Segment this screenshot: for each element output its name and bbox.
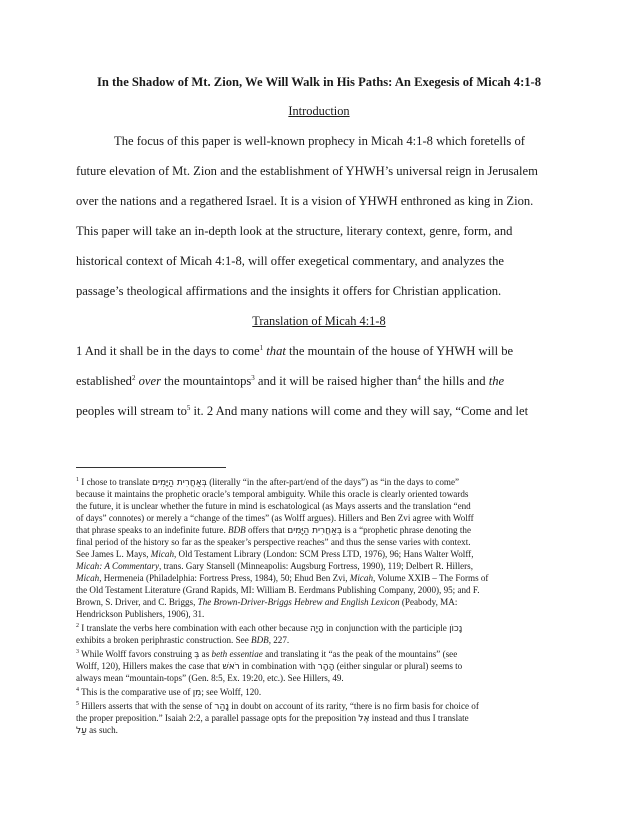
footnote-number: 5 — [76, 700, 79, 707]
text-run: (either singular or plural) seems to — [334, 661, 463, 671]
translation-line-2 — [76, 374, 562, 389]
introduction-heading: Introduction — [288, 104, 350, 118]
intro-line-3: over the nations and a regathered Israel. It is a vision of YHWH enthroned as king in Zion. — [76, 194, 534, 208]
hebrew-text: בְּאַחֲרִית הַיָּמִים — [287, 526, 343, 536]
text-run: exhibits a broken periphrastic construction. See — [76, 635, 252, 645]
footnote-1-line-6: final period of the history so far as the speaker’s perspective reaches” and thus the sense varies with context. — [76, 537, 471, 547]
intro-line-4: This paper will take an in-depth look at the structure, literary context, genre, form, and — [76, 224, 513, 238]
text-run: Hillers asserts that with the sense of — [79, 701, 215, 711]
text-run: and it will be raised higher than — [254, 374, 418, 388]
text-run: is a “prophetic phrase denoting the — [342, 525, 471, 535]
text-run: as such. — [86, 725, 118, 735]
italic-text: The Brown-Driver-Briggs Hebrew and English Lexicon — [197, 597, 400, 607]
footnote-5-line-3 — [76, 724, 564, 737]
text-run: (Peabody, MA: — [399, 597, 458, 607]
footnote-1-line-8 — [76, 560, 564, 572]
italic-text: BDB — [228, 525, 246, 535]
translation-line-3 — [76, 404, 562, 419]
footnote-ref-4[interactable]: 4 — [417, 373, 421, 382]
text-run: in conjunction with the participle — [323, 623, 450, 633]
footnote-number: 2 — [76, 622, 79, 629]
footnote-1-line-12: Hendrickson Publishers, 1906), 31. — [76, 609, 205, 619]
text-run: the mountain of the house of YHWH will be — [285, 344, 514, 358]
text-run: , Old Testament Library (London: SCM Press LTD, 1976), 96; Hans Walter Wolff, — [174, 549, 474, 559]
translation-heading: Translation of Micah 4:1-8 — [252, 314, 386, 328]
text-run: the hills and — [420, 374, 489, 388]
text-run: established — [76, 374, 132, 388]
hebrew-text: אֶל — [358, 714, 370, 724]
text-run: it. 2 And many nations will come and they will say, “Come and let — [190, 404, 529, 418]
text-run: I translate the verbs here combination with each other because — [79, 623, 311, 633]
footnote-1-line-10: the Old Testament Literature (Grand Rapids, MI: William B. Eerdmans Publishing Company, 2000), 95; and F. — [76, 585, 480, 595]
text-run: , trans. Gary Stansell (Minneapolis: Augsburg Fortress, 1990), 119; Delbert R. Hillers, — [159, 561, 473, 571]
italic-text: Micah — [150, 549, 174, 559]
text-run: and translating it “as the peak of the mountains” (see — [262, 649, 458, 659]
text-run: , 227. — [268, 635, 290, 645]
footnote-1-line-11 — [76, 596, 564, 608]
footnote-2-line-2 — [76, 634, 564, 646]
footnote-1-line-9 — [76, 572, 564, 584]
footnote-ref-2[interactable]: 2 — [131, 373, 136, 382]
paper-title: In the Shadow of Mt. Zion, We Will Walk in His Paths: An Exegesis of Micah 4:1-8 — [96, 75, 542, 89]
intro-line-2: future elevation of Mt. Zion and the establishment of YHWH’s universal reign in Jerusalem — [76, 164, 538, 178]
text-run: , Hermeneia (Philadelphia: Fortress Press, 1984), 50; Ehud Ben Zvi, — [99, 573, 350, 583]
footnote-ref-1[interactable]: 1 — [259, 343, 264, 352]
hebrew-text: הָהָר — [317, 662, 335, 672]
footnote-1-line-4: of days” connotes) or merely a “change of the times” (as Wolff argues). Hillers and Ben Zvi agree with Wolff — [76, 513, 474, 523]
text-run: peoples will stream to — [76, 404, 187, 418]
italic-text: Micah: A Commentary — [76, 561, 160, 571]
italic-text: Micah — [349, 573, 374, 583]
text-run: the mountaintops — [161, 374, 252, 388]
text-run: offers that — [245, 525, 288, 535]
footnote-ref-5[interactable]: 5 — [186, 403, 191, 412]
footnote-1-line-2: because it maintains the prophetic oracle’s temporal ambiguity. While this oracle is clearly oriented towards — [76, 489, 469, 499]
hebrew-text: הָיָה — [310, 624, 324, 634]
italic-word: the — [488, 374, 505, 388]
italic-text: Micah — [76, 573, 100, 583]
text-run: 1 And it shall be in the days to come — [76, 344, 260, 358]
text-run: While Wolff favors construing — [79, 649, 195, 659]
text-run: the proper preposition.” Isaiah 2:2, a parallel passage opts for the preposition — [76, 713, 359, 723]
footnote-3-line-3: always mean “mountain-tops” (Gen. 8:5, Ex. 19:20, etc.). See Hillers, 49. — [76, 673, 344, 683]
footnote-number: 1 — [76, 476, 79, 483]
text-run: ; see Wolff, 120. — [201, 687, 262, 697]
text-run: See James L. Mays, — [76, 549, 151, 559]
text-run: , Volume XXIB – The Forms of — [373, 573, 489, 583]
footnote-separator — [76, 467, 226, 468]
footnote-ref-3[interactable]: 3 — [251, 373, 255, 382]
intro-line-6: passage’s theological affirmations and the insights it offers for Christian application. — [76, 284, 502, 298]
intro-line-5: historical context of Micah 4:1-8, will offer exegetical commentary, and analyzes the — [76, 254, 505, 268]
translation-line-1 — [76, 344, 562, 359]
italic-word: that — [266, 344, 286, 358]
text-run: in doubt on account of its rarity, “there is no firm basis for choice of — [228, 701, 479, 711]
footnote-1-line-7 — [76, 548, 564, 560]
hebrew-text: בְּאַחֲרִית הַיָּמִים — [151, 478, 207, 488]
italic-text: beth essentiae — [211, 649, 263, 659]
italic-word: over — [138, 374, 162, 388]
hebrew-text: בְּ — [194, 650, 200, 660]
hebrew-text: רֹאשׁ — [222, 662, 240, 672]
footnote-number: 4 — [76, 686, 79, 693]
text-run: This is the comparative use of — [79, 687, 193, 697]
italic-text: BDB — [251, 635, 269, 645]
intro-line-1: The focus of this paper is well-known prophecy in Micah 4:1-8 which foretells of — [114, 134, 525, 148]
text-run: that phrase speaks to an indefinite future. — [76, 525, 229, 535]
footnote-1-line-3: the future, it is unclear whether the future in mind is eschatological (as Mays asserts and the translation “end — [76, 501, 471, 511]
hebrew-text: מִן — [192, 688, 202, 698]
text-run: I chose to translate — [79, 477, 152, 487]
footnote-number: 3 — [76, 648, 79, 655]
text-run: instead and thus I translate — [369, 713, 469, 723]
text-run: as — [199, 649, 212, 659]
text-run: (literally “in the after-part/end of the days”) as “in the days to come” — [206, 477, 460, 487]
footnote-4-line-1 — [76, 686, 564, 699]
hebrew-text: נָכוֹן — [449, 624, 463, 634]
hebrew-text: נָהַר — [214, 702, 229, 712]
text-run: Brown, S. Driver, and C. Briggs, — [76, 597, 198, 607]
text-run: in combination with — [239, 661, 318, 671]
text-run: Wolff, 120), Hillers makes the case that — [76, 661, 223, 671]
hebrew-text: עַל — [76, 726, 87, 736]
